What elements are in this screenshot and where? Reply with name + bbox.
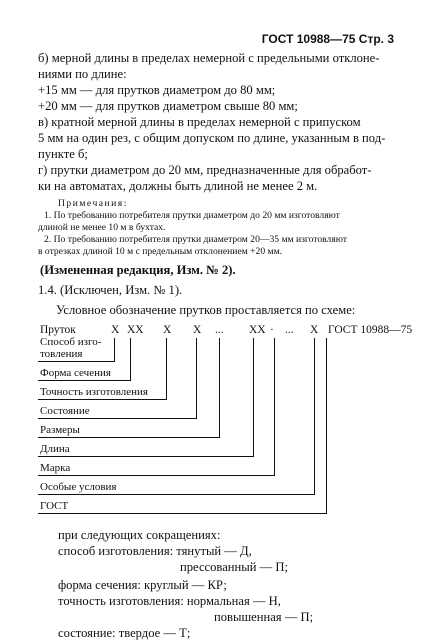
scheme-symbol-9: X [310, 324, 319, 336]
paragraph-b-line1: б) мерной длины в пределах немерной с предельными отклоне- [38, 51, 380, 65]
scheme-symbol-3: X [163, 324, 172, 336]
paragraph-g-line1: г) прутки диаметром до 20 мм, предназначенные для обработ- [38, 163, 372, 177]
scheme-vline-8 [314, 338, 315, 495]
amendment-note: (Измененная редакция, Изм. № 2). [40, 263, 236, 277]
note-2-line1: 2. По требованию потребителя прутки диаметром 20—35 мм изготовляют [44, 234, 347, 245]
scheme-symbol-7: · [270, 324, 274, 336]
row-label-gost: ГОСТ [40, 500, 69, 512]
scheme-symbol-8: ... [285, 324, 294, 336]
paragraph-g-line2: ки на автоматах, должны быть длиной не менее 2 м. [38, 179, 318, 193]
paragraph-v-line2: 5 мм на один рез, с общим допуском по длине, указанным в под- [38, 131, 386, 145]
scheme-top-label: Пруток [40, 324, 76, 336]
row-label-condition: Состояние [40, 405, 90, 417]
paragraph-v-line1: в) кратной мерной длины в пределах немерной с припуском [38, 115, 361, 129]
scheme-hline-8 [38, 494, 314, 495]
scheme-hline-3 [38, 399, 166, 400]
scheme-vline-4 [196, 338, 197, 419]
paragraph-b-line2: ниями по длине: [38, 67, 127, 81]
scheme-symbol-6: XX [249, 324, 266, 336]
row-label-shape: Форма сечения [40, 367, 111, 379]
scheme-vline-2 [130, 338, 131, 381]
scheme-hline-6 [38, 456, 253, 457]
abbr-accuracy: точность изготовления: нормальная — Н, [58, 594, 281, 608]
row-label-method-1: Способ изго- [40, 336, 102, 348]
notes-title: Примечания: [58, 198, 128, 209]
abbr-method-pressed: прессованный — П; [180, 560, 288, 574]
scheme-hline-2 [38, 380, 130, 381]
scheme-hline-5 [38, 437, 219, 438]
row-label-grade: Марка [40, 462, 71, 474]
row-label-special: Особые условия [40, 481, 117, 493]
note-2-line2: в отрезках длиной 10 м с предельным отклонением +20 мм. [38, 246, 283, 257]
page-header: ГОСТ 10988—75 Стр. 3 [261, 32, 394, 46]
tolerance-line-20: +20 мм — для прутков диаметром свыше 80 мм; [38, 99, 298, 113]
scheme-symbol-4: X [193, 324, 202, 336]
scheme-intro: Условное обозначение прутков проставляется по схеме: [56, 303, 356, 317]
scheme-vline-7 [274, 338, 275, 476]
scheme-hline-9 [38, 513, 326, 514]
abbr-method: способ изготовления: тянутый — Д, [58, 544, 252, 558]
scheme-hline-1 [38, 361, 114, 362]
scheme-symbol-1: X [111, 324, 120, 336]
note-1-line1: 1. По требованию потребителя прутки диаметром до 20 мм изготовляют [44, 210, 340, 221]
scheme-vline-3 [166, 338, 167, 400]
row-label-accuracy: Точность изготовления [40, 386, 148, 398]
row-label-sizes: Размеры [40, 424, 80, 436]
scheme-vline-6 [253, 338, 254, 457]
tolerance-line-15: +15 мм — для прутков диаметром до 80 мм; [38, 83, 276, 97]
scheme-vline-1 [114, 338, 115, 362]
row-label-method-2: товления [40, 348, 83, 360]
abbr-accuracy-high: повышенная — П; [214, 610, 314, 624]
abbr-intro: при следующих сокращениях: [58, 528, 221, 542]
scheme-symbol-2: XX [127, 324, 144, 336]
scheme-hline-4 [38, 418, 196, 419]
scheme-vline-5 [219, 338, 220, 438]
abbr-shape: форма сечения: круглый — КР; [58, 578, 227, 592]
scheme-symbol-5: ... [215, 324, 224, 336]
note-1-line2: длиной не менее 10 м в бухтах. [38, 222, 166, 233]
abbr-condition: состояние: твердое — Т; [58, 626, 191, 640]
paragraph-v-line3: пункте б; [38, 147, 88, 161]
clause-1-4: 1.4. (Исключен, Изм. № 1). [38, 283, 183, 297]
scheme-vline-9 [326, 338, 327, 514]
scheme-hline-7 [38, 475, 274, 476]
row-label-length: Длина [40, 443, 70, 455]
scheme-gost-label: ГОСТ 10988—75 [328, 324, 413, 336]
